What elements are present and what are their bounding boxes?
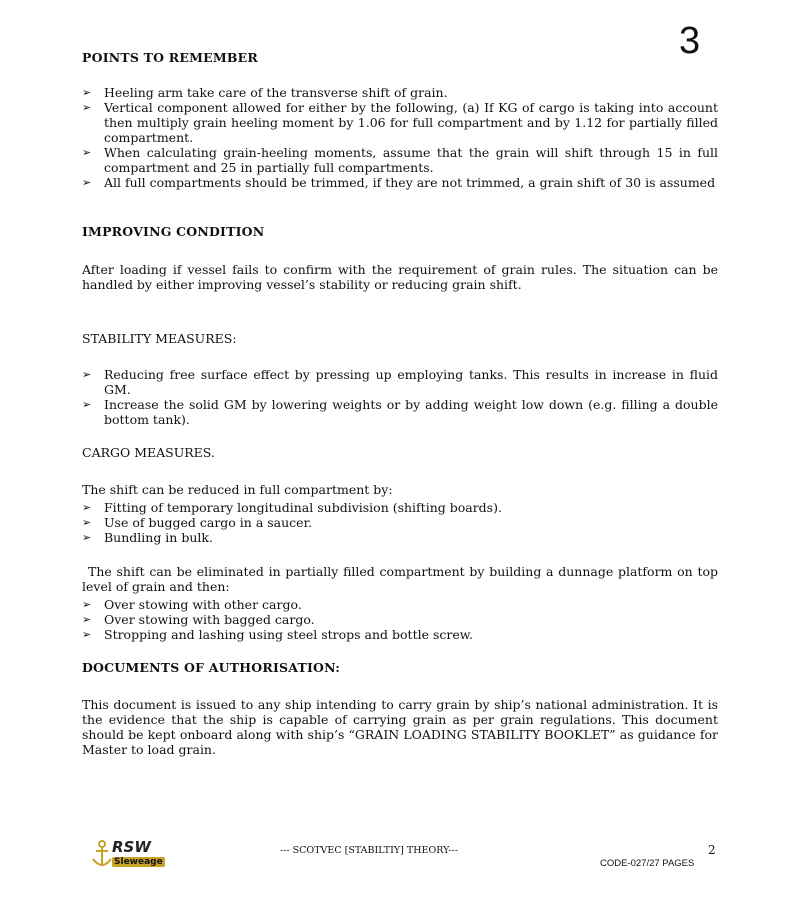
cargo-partial-paragraph: The shift can be eliminated in partially filled compartment by building a dunnage platform on top level of grain and then: <box>82 564 718 594</box>
footer-code: CODE-027/27 PAGES <box>600 858 695 869</box>
arrow-bullet-icon: ➢ <box>82 598 92 611</box>
logo-text-top: RSW <box>112 838 151 856</box>
heading-cargo-measures: CARGO MEASURES. <box>82 445 215 460</box>
list-item: ➢ All full compartments should be trimmed, if they are not trimmed, a grain shift of 30 is assumed <box>82 175 716 190</box>
arrow-bullet-icon: ➢ <box>82 398 92 411</box>
page-number-large: 3 <box>679 20 701 62</box>
rsw-logo <box>90 838 170 872</box>
arrow-bullet-icon: ➢ <box>82 176 92 189</box>
cargo-partial-list <box>82 597 718 642</box>
arrow-bullet-icon: ➢ <box>82 368 92 381</box>
list-item: ➢ Increase the solid GM by lowering weights or by adding weight low down (e.g. filling a double bottom tank). <box>82 397 718 427</box>
heading-improving-condition: IMPROVING CONDITION <box>82 224 265 239</box>
footer-page-number: 2 <box>708 843 716 857</box>
list-item: ➢ Use of bugged cargo in a saucer. <box>82 515 313 530</box>
arrow-bullet-icon: ➢ <box>82 516 92 529</box>
list-item: ➢ Bundling in bulk. <box>82 530 213 545</box>
stability-list <box>82 367 718 427</box>
list-item: ➢ When calculating grain-heeling moments, assume that the grain will shift through 15 in full compartment and 25 in partially full compartments. <box>82 145 718 175</box>
cargo-intro: The shift can be reduced in full compartment by: <box>82 482 393 497</box>
list-item: ➢ Stropping and lashing using steel strops and bottle screw. <box>82 627 473 642</box>
arrow-bullet-icon: ➢ <box>82 628 92 641</box>
list-item: ➢ Heeling arm take care of the transverse shift of grain. <box>82 85 448 100</box>
list-item: ➢ Fitting of temporary longitudinal subdivision (shifting boards). <box>82 500 502 515</box>
list-item: ➢ Reducing free surface effect by pressing up employing tanks. This results in increase in fluid GM. <box>82 367 718 397</box>
footer-title: --- SCOTVEC [STABILTIY] THEORY--- <box>280 845 458 856</box>
arrow-bullet-icon: ➢ <box>82 101 92 114</box>
documents-paragraph: This document is issued to any ship intending to carry grain by ship’s national administration. It is the evidence that the ship is capable of carrying grain as per grain regulations. This document should be kept onboard along with ship’s “GRAIN LOADING STABILITY BOOKLET” as guidance for Master to load grain. <box>82 697 718 757</box>
list-item: ➢ Over stowing with other cargo. <box>82 597 302 612</box>
points-list <box>82 85 718 190</box>
cargo-full-list <box>82 500 718 545</box>
arrow-bullet-icon: ➢ <box>82 613 92 626</box>
logo-text-bottom: Sleweage <box>114 857 163 867</box>
arrow-bullet-icon: ➢ <box>82 86 92 99</box>
heading-documents-of-authorisation: DOCUMENTS OF AUTHORISATION: <box>82 660 341 675</box>
arrow-bullet-icon: ➢ <box>82 501 92 514</box>
arrow-bullet-icon: ➢ <box>82 146 92 159</box>
improving-paragraph: After loading if vessel fails to confirm with the requirement of grain rules. The situation can be handled by either improving vessel’s stability or reducing grain shift. <box>82 262 718 292</box>
list-item: ➢ Vertical component allowed for either by the following, (a) If KG of cargo is taking into account then multiply grain heeling moment by 1.06 for full compartment and by 1.12 for partially filled compartment. <box>82 100 718 145</box>
arrow-bullet-icon: ➢ <box>82 531 92 544</box>
list-item: ➢ Over stowing with bagged cargo. <box>82 612 315 627</box>
heading-stability-measures: STABILITY MEASURES: <box>82 331 237 346</box>
heading-points-to-remember: POINTS TO REMEMBER <box>82 50 258 65</box>
